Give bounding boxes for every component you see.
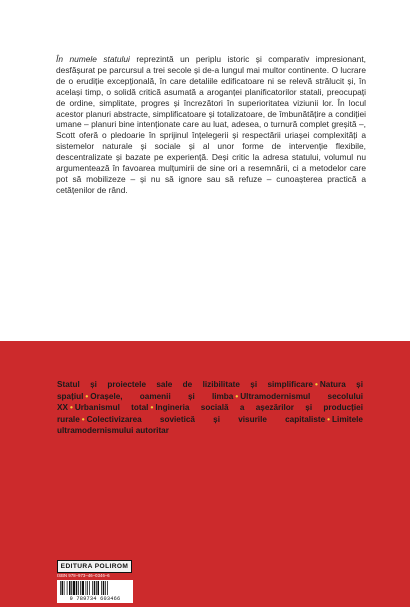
barcode-bar <box>92 581 93 595</box>
barcode-bar <box>69 581 71 595</box>
barcode-bar <box>98 581 100 595</box>
barcode-bar <box>105 581 106 595</box>
chapter-list <box>57 379 363 437</box>
chapter-title: Orașele, oamenii și limba <box>90 391 234 401</box>
barcode-bar <box>80 581 81 595</box>
chapter-title: Natura și spațiul <box>57 380 363 401</box>
barcode-bar <box>87 581 88 595</box>
barcode-digits: 9 789734 603466 <box>57 596 133 603</box>
separator-bullet: • <box>150 403 154 413</box>
barcode-bar <box>62 581 64 595</box>
barcode-bar <box>101 581 102 595</box>
barcode-bar <box>96 581 97 595</box>
separator-bullet: • <box>235 391 239 401</box>
blurb-text <box>56 54 366 196</box>
chapter-title: Ingineria socială a așezărilor și producției rurale <box>57 403 363 424</box>
barcode-bar <box>78 581 79 595</box>
barcode-bar <box>73 581 75 595</box>
barcode-bar <box>94 581 96 595</box>
separator-bullet: • <box>314 380 318 389</box>
barcode-bar <box>67 581 68 595</box>
publisher-logo: EDITURA POLIROM <box>57 560 132 573</box>
barcode-bar <box>89 581 90 595</box>
blurb-paragraph <box>56 54 366 196</box>
barcode-bar <box>71 581 72 595</box>
barcode-bars <box>57 580 133 596</box>
separator-bullet: • <box>85 391 89 401</box>
chapter-title: Limitele ultramodernismului autoritar <box>57 414 363 436</box>
blurb-body: reprezintă un periplu istoric și comparativ impresionant, desfășurat pe parcursul a trei secole și de-a lungul mai multor continente. O lucrare de o erudiție excepțională, în care detaliile edificatoare ni se relevă strălucit și, în același timp, o solidă critică asumată a aroganței planificatorilor statali, preocupați de ordine, simplitate, progres și încrezători în superioritatea viziunii lor. În locul acestor planuri abstracte, simplificatoare și totalizatoare, de îmbunătățire a condiției umane – planuri bine intenționate care au luat, adesea, o turnură complet greșită –, Scott oferă o pledoarie în sprijinul înțelegerii și respectării uriașei complexități a sistemelor naturale și sociale și al unor forme de intervenție flexibile, descentralizate și bazate pe experiență. Deși critic la adresa statului, volumul nu argumentează în favoarea mulțumirii de sine ori a resemnării, ci a metodelor care pot să mobilizeze – și nu să ignore sau să refuze – cunoașterea practică a cetățenilor de rând. <box>56 54 366 195</box>
barcode-bar <box>76 581 78 595</box>
barcode-bar <box>64 581 65 595</box>
barcode-bar <box>107 581 108 595</box>
separator-bullet: • <box>81 414 85 424</box>
barcode-bar <box>86 581 87 595</box>
isbn-text: ISBN 978–973–46–0346–6 <box>57 573 110 578</box>
separator-bullet: • <box>327 414 331 424</box>
barcode-bar <box>82 581 84 595</box>
chapter-title: Urbanismul total <box>74 403 149 413</box>
chapter-title: Colectivizarea sovietică și visurile capitaliste <box>86 414 326 424</box>
separator-bullet: • <box>69 403 73 413</box>
barcode-bar <box>103 581 105 595</box>
barcode-bar <box>60 581 61 595</box>
chapter-title: Ultramodernismul secolului XX <box>57 391 364 413</box>
back-cover-lower <box>0 341 410 607</box>
chapter-title: Statul și proiectele sale de lizibilitate și simplificare <box>57 380 313 389</box>
book-title-italic: În numele statului <box>56 54 130 64</box>
